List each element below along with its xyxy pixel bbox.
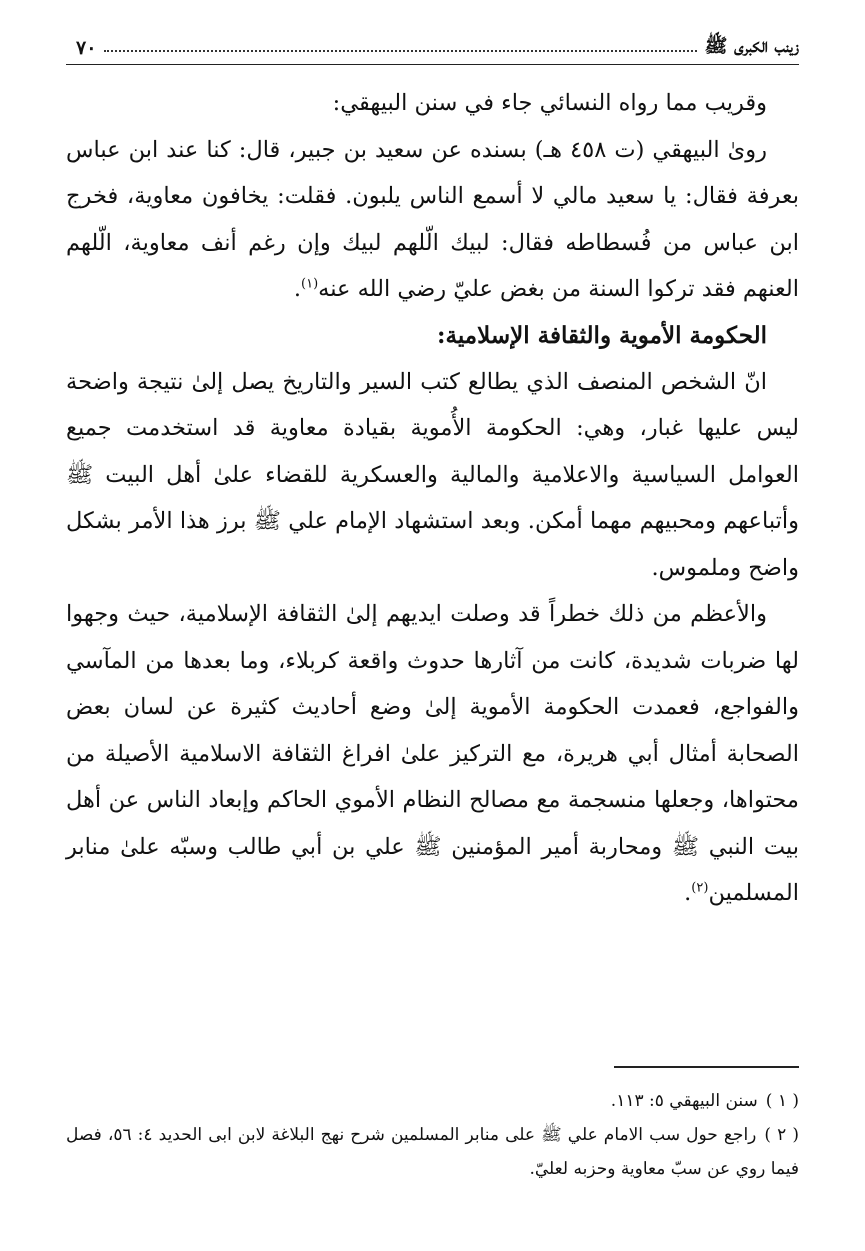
book-title: زينب الكبرى ﷺ — [704, 35, 799, 57]
paragraph-intro-text: وقريب مما رواه النسائي جاء في سنن البيهقي: — [332, 90, 767, 116]
main-text — [66, 80, 799, 917]
footnote-text: راجع حول سب الامام علي ﷺ على منابر المسلمين شرح نهج البلاغة لابن ابى الحديد ٤: ٥٦، فصل فيما روي عن سبّ معاوية وحزبه لعليّ. — [66, 1125, 799, 1179]
footnote-ref-1[interactable]: (١) — [301, 276, 319, 292]
section-paragraph-2: والأعظم من ذلك خطراً قد وصلت ايديهم إلىٰ الثقافة الإسلامية، حيث وجهوا لها ضربات شديدة، كانت من آثارها حدوث واقعة كربلاء، وما بعدها من المآسي والفواجع، فعمدت الحكومة الأموية إلىٰ وضع أحاديث كثيرة عن لسان بعض الصحابة أمثال أبي هريرة، مع التركيز علىٰ افراغ الثقافة الاسلامية الأصيلة من محتواها، وجعلها منسجمة مع مصالح النظام الأموي الحاكم وإبعاد الناس عن أهل بيت النبي ﷺ ومحاربة أمير المؤمنين ﷺ علي بن أبي طالب وسبّه علىٰ منابر المسلمين$^{(٢)}$. — [66, 601, 799, 906]
paragraph-intro — [66, 80, 799, 127]
footnote-ref-2[interactable]: (٢) — [691, 880, 709, 896]
footnote-marker: ( ١ ) — [765, 1091, 799, 1111]
footnote-2 — [66, 1118, 799, 1186]
section-heading: الحكومة الأموية والثقافة الإسلامية: — [437, 321, 767, 349]
section-paragraph-1 — [66, 359, 799, 592]
footnote-rule — [614, 1066, 799, 1068]
book-page — [66, 0, 799, 1251]
section-paragraph-1-text: انّ الشخص المنصف الذي يطالع كتب السير والتاريخ يصل إلىٰ نتيجة واضحة ليس عليها غبار، وهي: الحكومة الأُموية بقيادة معاوية قد استخدمت جميع العوامل السياسية والاعلامية والمالية والعسكرية للقضاء علىٰ أهل البيت ﷺ وأتباعهم ومحبيهم مهما أمكن. وبعد استشهاد الإمام علي ﷺ برز هذا الأمر بشكل واضح وملموس. — [66, 368, 799, 581]
paragraph-bayhaqi: روىٰ البيهقي (ت ٤٥٨ هـ) بسنده عن سعيد بن جبير، قال: كنا عند ابن عباس بعرفة فقال: يا سعيد مالي لا أسمع الناس يلبون. فقلت: يخافون معاوية، فخرج ابن عباس من فُسطاطه فقال: لبيك الّلهم لبيك وإن رغم أنف معاوية، الّلهم العنهم فقد تركوا السنة من بغض عليّ رضي الله عنه$^{(١)}$. — [66, 136, 799, 302]
paragraph-bayhaqi-text: روىٰ البيهقي (ت ٤٥٨ هـ) بسنده عن سعيد بن جبير، قال: كنا عند ابن عباس بعرفة فقال: يا سعيد مالي لا أسمع الناس يلبون. فقلت: يخافون معاوية، فخرج ابن عباس من فُسطاطه فقال: لبيك الّلهم لبيك وإن رغم أنف معاوية، الّلهم العنهم فقد تركوا السنة من بغض عليّ رضي الله عنه — [66, 136, 799, 302]
page-number: ٧٠ — [76, 37, 97, 59]
footnote-text: سنن البيهقي ٥: ١١٣. — [610, 1091, 758, 1111]
running-header — [66, 34, 799, 62]
header-rule — [66, 64, 799, 65]
header-dot-leader — [104, 50, 696, 52]
footnote-marker: ( ٢ ) — [764, 1125, 799, 1145]
footnote-1 — [66, 1084, 799, 1118]
section-paragraph-2-text: والأعظم من ذلك خطراً قد وصلت ايديهم إلىٰ الثقافة الإسلامية، حيث وجهوا لها ضربات شديدة، كانت من آثارها حدوث واقعة كربلاء، وما بعدها من المآسي والفواجع، فعمدت الحكومة الأموية إلىٰ وضع أحاديث كثيرة عن لسان بعض الصحابة أمثال أبي هريرة، مع التركيز علىٰ افراغ الثقافة الاسلامية الأصيلة من محتواها، وجعلها منسجمة مع مصالح النظام الأموي الحاكم وإبعاد الناس عن أهل بيت النبي ﷺ ومحاربة أمير المؤمنين ﷺ علي بن أبي طالب وسبّه علىٰ منابر المسلمين — [66, 601, 799, 906]
footnotes — [66, 1084, 799, 1186]
